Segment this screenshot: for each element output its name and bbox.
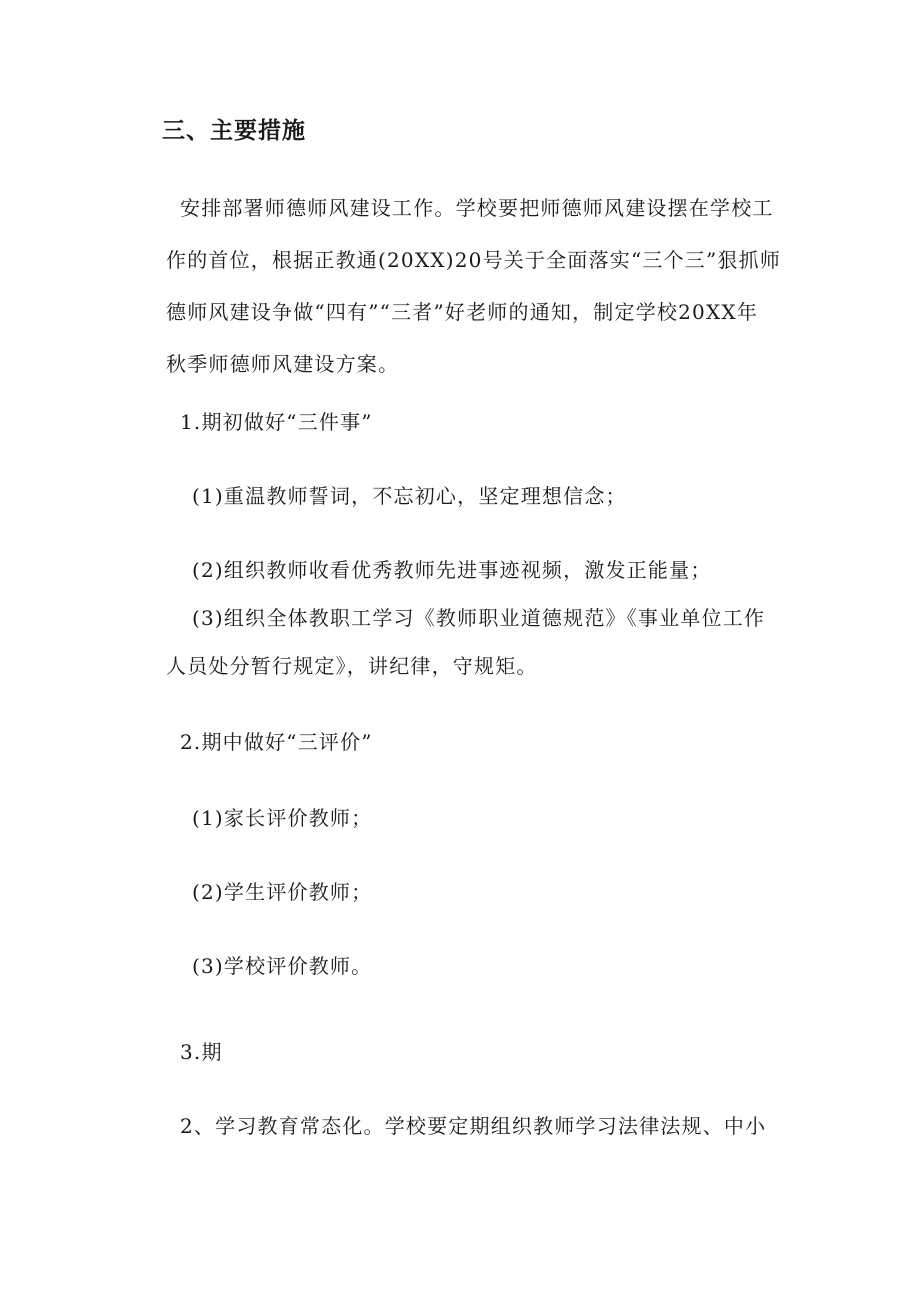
item-1-sub-3-line-2: 人员处分暂行规定》，讲纪律，守规矩。 xyxy=(166,654,538,678)
item-1-sub-2: (2)组织教师收看优秀教师先进事迹视频，激发正能量； xyxy=(192,558,712,582)
item-2-title: 2.期中做好“三评价” xyxy=(180,730,373,754)
item-3-title: 3.期 xyxy=(180,1040,223,1064)
section-2-line-1: 2、学习教育常态化。学校要定期组织教师学习法律法规、中小 xyxy=(180,1114,767,1138)
item-1-sub-3-line-1: (3)组织全体教职工学习《教师职业道德规范》《事业单位工作 xyxy=(192,606,766,630)
item-2-sub-1: (1)家长评价教师； xyxy=(192,806,373,830)
section-heading: 三、主要措施 xyxy=(162,118,306,144)
item-1-title: 1.期初做好“三件事” xyxy=(180,410,373,434)
intro-line-2: 作的首位，根据正教通(20XX)20号关于全面落实“三个三”狠抓师 xyxy=(166,248,782,272)
intro-paragraph xyxy=(166,182,786,390)
item-2-sub-3: (3)学校评价教师。 xyxy=(192,954,373,978)
intro-line-4: 秋季师德师风建设方案。 xyxy=(166,352,400,376)
item-2-sub-2: (2)学生评价教师； xyxy=(192,880,373,904)
item-1-sub-1: (1)重温教师誓词，不忘初心，坚定理想信念； xyxy=(192,484,627,508)
intro-line-1: 安排部署师德师风建设工作。学校要把师德师风建设摆在学校工 xyxy=(180,196,774,220)
intro-line-3: 德师风建设争做“四有”“三者”好老师的通知，制定学校20XX年 xyxy=(166,300,759,324)
